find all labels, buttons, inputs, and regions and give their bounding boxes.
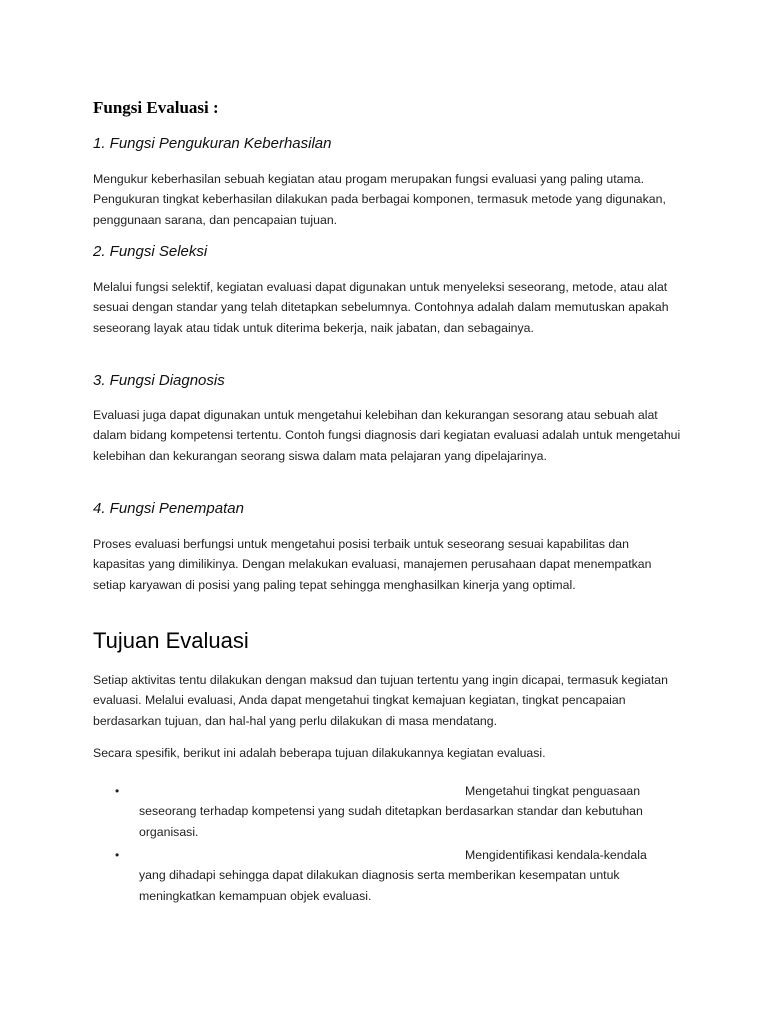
section-heading-penempatan: 4. Fungsi Penempatan (93, 500, 244, 517)
document-title: Fungsi Evaluasi : (93, 98, 219, 117)
bullet-icon: • (115, 848, 120, 862)
list-item-first-line: Mengetahui tingkat penguasaan (465, 784, 641, 798)
section-heading-diagnosis: 3. Fungsi Diagnosis (93, 372, 225, 389)
section-heading-pengukuran: 1. Fungsi Pengukuran Keberhasilan (93, 135, 332, 152)
section-heading-seleksi: 2. Fungsi Seleksi (93, 243, 208, 260)
list-item-continuation: yang dihadapi sehingga dapat dilakukan diagnosis serta memberikan kesempatan untuk meningkatkan kemampuan objek evaluasi. (139, 868, 620, 903)
section-text-diagnosis: Evaluasi juga dapat digunakan untuk mengetahui kelebihan dan kekurangan sesorang atau sebuah alat dalam bidang kompetensi tertentu. Contoh fungsi diagnosis dari kegiatan evaluasi adalah untuk mengetahui kelebihan dan kekurangan seorang siswa dalam mata pelajaran yang dipelajarinya. (93, 408, 681, 463)
bullet-icon: • (115, 784, 120, 798)
tujuan-paragraph-1: Setiap aktivitas tentu dilakukan dengan maksud dan tujuan tertentu yang ingin dicapai, termasuk kegiatan evaluasi. Melalui evaluasi, Anda dapat mengetahui tingkat kemajuan kegiatan, tingkat pencapaian berdasarkan tujuan, dan hal-hal yang perlu dilakukan di masa mendatang. (93, 673, 668, 728)
section-text-penempatan: Proses evaluasi berfungsi untuk mengetahui posisi terbaik untuk seseorang sesuai kapabilitas dan kapasitas yang dimilikinya. Dengan melakukan evaluasi, manajemen perusahaan dapat menempatkan setiap karyawan di posisi yang paling tepat sehingga menghasilkan kinerja yang optimal. (93, 537, 652, 592)
section-text-pengukuran: Mengukur keberhasilan sebuah kegiatan atau progam merupakan fungsi evaluasi yang paling utama. Pengukuran tingkat keberhasilan dilakukan pada berbagai komponen, termasuk metode yang digunakan, penggunaan sarana, dan pencapaian tujuan. (93, 172, 666, 227)
list-item-continuation: seseorang terhadap kompetensi yang sudah ditetapkan berdasarkan standar dan kebutuhan organisasi. (139, 804, 643, 839)
section-text-seleksi: Melalui fungsi selektif, kegiatan evaluasi dapat digunakan untuk menyeleksi seseorang, metode, atau alat sesuai dengan standar yang telah ditetapkan sebelumnya. Contohnya adalah dalam memutuskan apakah seseorang layak atau tidak untuk diterima bekerja, naik jabatan, dan sebagainya. (93, 280, 669, 335)
tujuan-heading: Tujuan Evaluasi (93, 628, 249, 653)
list-item-first-line: Mengidentifikasi kendala-kendala (465, 848, 647, 862)
tujuan-paragraph-2: Secara spesifik, berikut ini adalah beberapa tujuan dilakukannya kegiatan evaluasi. (93, 746, 546, 760)
